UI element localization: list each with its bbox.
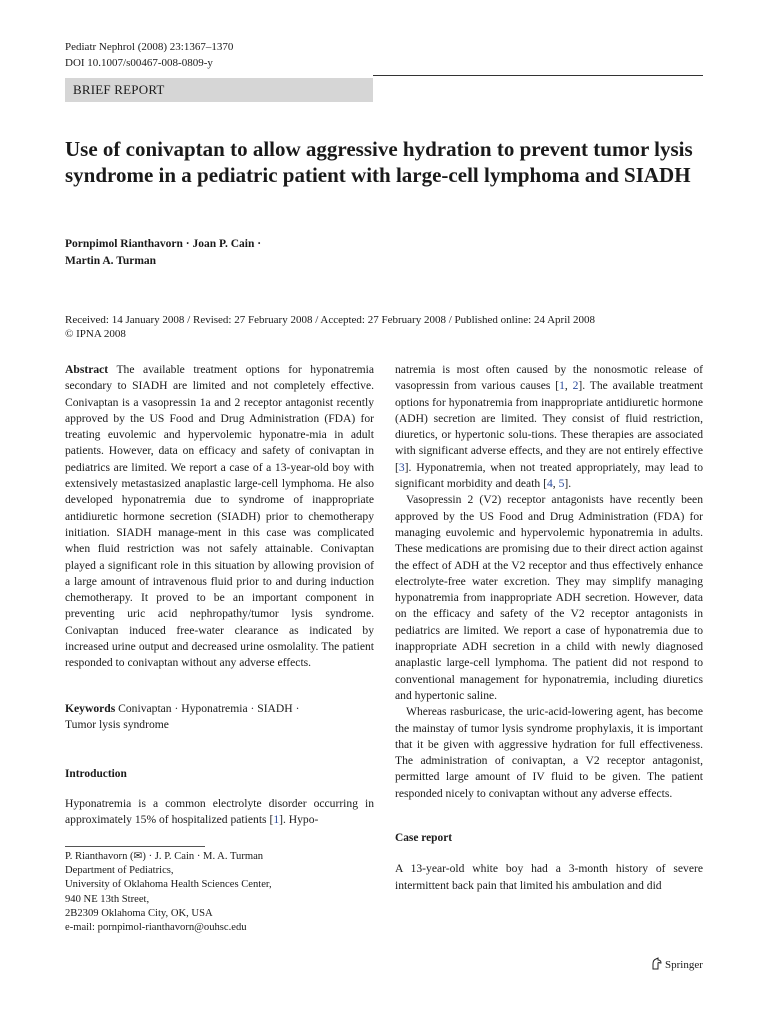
journal-header (65, 40, 233, 71)
keywords-line: Conivaptan · Hyponatremia · SIADH · (118, 702, 300, 715)
introduction-paragraph (65, 796, 374, 829)
intro-text: ]. Hypo- (279, 813, 319, 827)
left-column (65, 362, 374, 828)
affiliation-city: 2B2309 Oklahoma City, OK, USA (65, 907, 213, 919)
case-report-paragraph: A 13-year-old white boy had a 3-month history of severe intermittent back pain that limited his ambulation and did (395, 862, 703, 892)
article-dates (65, 313, 715, 341)
article-type-banner: BRIEF REPORT (65, 78, 373, 102)
affiliation-authors: P. Rianthavorn (✉) · J. P. Cain · M. A. Turman (65, 851, 264, 862)
citation-link[interactable]: 3 (398, 460, 405, 474)
footnote-rule (65, 846, 205, 847)
abstract-text: The available treatment options for hyponatremia secondary to SIADH are limited and not completely effective. Conivaptan is a vasopressin 1a and 2 receptor antagonist recently approved by the US Food and Drug Administration (FDA) for treating euvolemic and hypervolemic hyponatre-mia in adult patients. However, data on efficacy and safety of conivaptan in pediatrics are limited. We report a case of a 13-year-old boy with extensively metastasized anaplastic large-cell lymphoma. He also developed hyponatremia due to syndrome of inappropriate antidiuretic hormone secretion (SIADH) prior to chemotherapy initiation. SIADH manage-ment in this case was complicated when fluid restriction was not safely attainable. Conivaptan played a significant role in this situation by allowing provision of a large amount of intravenous fluid prior to and during induction chemotherapy. It proved to be an important component in preventing uric acid nephropathy/tumor lysis syndrome. Conivaptan induced free-water clearance as indicated by increased urine output and decreased urine osmolality. The patient responded to conivaptan without any adverse effects. (65, 363, 374, 670)
intro-continued-paragraph (395, 362, 703, 492)
affiliation-univ: University of Oklahoma Health Sciences Center, (65, 879, 272, 891)
keywords (65, 701, 374, 734)
publisher-name: Springer (665, 959, 703, 971)
para-text: natremia is most often caused by the nonosmotic release of vasopressin from various causes [ (395, 363, 703, 393)
history-dates: Received: 14 January 2008 / Revised: 27 February 2008 / Accepted: 27 February 2008 / Published online: 24 April 2008 (65, 314, 596, 326)
para-text: ]. Hyponatremia, when not treated appropriately, may lead to significant morbidity and death [ (395, 460, 703, 491)
para-text: , (552, 477, 559, 491)
citation-link[interactable]: 4 (546, 477, 553, 491)
right-column (395, 362, 703, 894)
citation-link[interactable]: 1 (559, 379, 565, 393)
abstract-label: Abstract (65, 363, 109, 376)
affiliation-email[interactable]: e-mail: pornpimol-rianthavorn@ouhsc.edu (65, 922, 247, 934)
copyright: © IPNA 2008 (65, 328, 126, 340)
journal-citation: Pediatr Nephrol (2008) 23:1367–1370 (65, 41, 234, 53)
author-list (65, 236, 261, 270)
para-text: ]. (564, 477, 572, 491)
article-title: Use of conivaptan to allow aggressive hydration to prevent tumor lysis syndrome in a pediatric patient with large-cell lymphoma and SIADH (65, 137, 693, 187)
citation-link[interactable]: 2 (572, 379, 579, 393)
keywords-label: Keywords (65, 702, 116, 715)
author-line: Pornpimol Rianthavorn · Joan P. Cain · (65, 238, 262, 250)
intro-text: Hyponatremia is a common electrolyte disorder occurring in approximately 15% of hospitalized patients [ (65, 796, 374, 827)
citation-link[interactable]: 1 (273, 813, 280, 827)
keywords-line: Tumor lysis syndrome (65, 718, 169, 732)
author-affiliation (65, 850, 272, 935)
springer-horse-icon (651, 957, 663, 970)
affiliation-street: 940 NE 13th Street, (65, 893, 150, 905)
header-rule (373, 75, 703, 76)
author-line: Martin A. Turman (65, 255, 157, 267)
abstract (65, 362, 374, 689)
introduction-heading: Introduction (65, 767, 127, 780)
v2-antagonist-paragraph: Vasopressin 2 (V2) receptor antagonists have recently been approved by the US Food and Drug Administration (FDA) for managing euvolemic and hypervolemic hyponatremia in adults. These medications are promising due to their direct action against the effect of ADH at the V2 receptor and thus effectively enhance electrolyte-free water excretion. They may simplify managing hyponatremia from inappropriate ADH secretion. However, data on the efficacy and safety of the V2 receptor antagonists in pediatrics are limited. We report a case of hyponatremia due to inappropriate ADH secretion in a child with newly diagnosed anaplastic large-cell lymphoma. The patient did not respond to conventional management for hyponatremia, including diuretics and hypertonic saline. (395, 493, 703, 702)
affiliation-dept: Department of Pediatrics, (65, 865, 174, 877)
para-text: ]. The available treatment options for hyponatremia from inappropriate antidiuretic hormone (ADH) secretion are limited. They consist of fluid restriction, diuretics, or hypertonic solu-tions. These therapies are associated with significant adverse effects, and they are not entirely effective [ (395, 379, 703, 474)
doi: DOI 10.1007/s00467-008-0809-y (65, 56, 213, 69)
rasburicase-paragraph: Whereas rasburicase, the uric-acid-lowering agent, has become the mainstay of tumor lysis syndrome prophylaxis, it is important that it be given with aggressive hydration for full effectiveness. The administration of conivaptan, a V2 receptor antagonist, permitted large amount of IV fluid to be given. The patient responded nicely to conivaptan without any adverse effects. (395, 705, 703, 800)
para-text: , (564, 379, 573, 393)
citation-link[interactable]: 5 (558, 477, 565, 491)
case-report-heading: Case report (395, 832, 453, 845)
publisher-logo (651, 957, 703, 972)
